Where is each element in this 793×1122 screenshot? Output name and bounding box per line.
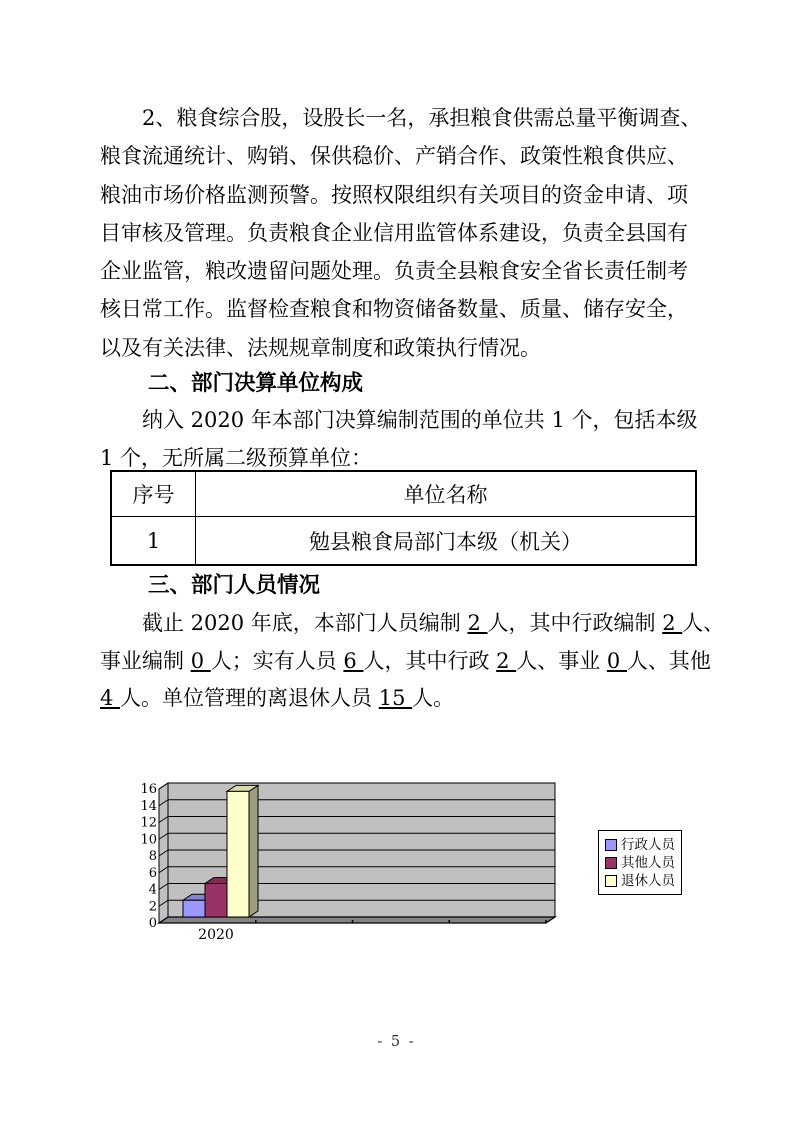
text-line: 核日常工作。监督检查粮食和物资储备数量、质量、储存安全， — [100, 297, 688, 322]
text-line: 以及有关法律、法规规章制度和政策执行情况。 — [100, 335, 541, 360]
header-unit-name: 单位名称 — [196, 471, 697, 517]
legend-label: 退休人员 — [621, 873, 675, 889]
paragraph-personnel — [100, 605, 725, 718]
page-number: - 5 - — [377, 1034, 416, 1050]
section-heading-personnel: 三、部门人员情况 — [148, 573, 321, 598]
legend-item-admin — [605, 836, 675, 854]
text-line: 纳入 2020 年本部门决算编制范围的单位共 1 个，包括本级 — [142, 408, 698, 432]
header-seq: 序号 — [111, 471, 196, 517]
svg-text:4: 4 — [148, 882, 157, 898]
svg-text:16: 16 — [140, 782, 157, 797]
chart-legend — [598, 830, 682, 895]
text-line: 2、粮食综合股，设股长一名，承担粮食供需总量平衡调查、 — [142, 106, 702, 130]
text-line: 企业监管，粮改遗留问题处理。负责全县粮食安全省长责任制考 — [100, 259, 688, 284]
svg-text:2: 2 — [148, 899, 157, 915]
svg-text:6: 6 — [148, 865, 157, 881]
legend-item-retired — [605, 872, 675, 890]
text-line: 1 个，无所属二级预算单位： — [100, 446, 373, 471]
legend-swatch-retired-icon — [605, 875, 617, 887]
legend-item-other — [605, 854, 675, 872]
unit-table — [110, 470, 697, 566]
legend-swatch-admin-icon — [605, 839, 617, 851]
table-header-row — [111, 471, 696, 517]
paragraph-duties — [100, 99, 716, 367]
text-line: 4 人。单位管理的离退休人员 15 人。 — [100, 686, 455, 710]
text-line: 截止 2020 年底，本部门人员编制 2 人，其中行政编制 2 人、 — [142, 611, 725, 635]
paragraph-units — [100, 401, 716, 478]
svg-text:2020: 2020 — [198, 927, 234, 943]
table-row — [111, 517, 696, 566]
text-line: 目审核及管理。负责粮食企业信用监管体系建设，负责全县国有 — [100, 220, 688, 245]
svg-text:14: 14 — [140, 798, 157, 814]
cell-seq: 1 — [111, 517, 196, 566]
text-line: 粮食流通统计、购销、保供稳价、产销合作、政策性粮食供应、 — [100, 144, 688, 169]
svg-text:0: 0 — [148, 916, 157, 931]
legend-swatch-other-icon — [605, 857, 617, 869]
personnel-bar-chart — [140, 772, 700, 957]
legend-label: 行政人员 — [621, 837, 675, 853]
section-heading-unit-composition: 二、部门决算单位构成 — [148, 371, 364, 396]
text-line: 粮油市场价格监测预警。按照权限组织有关项目的资金申请、项 — [100, 182, 688, 207]
svg-text:12: 12 — [140, 815, 157, 831]
svg-text:10: 10 — [140, 832, 157, 848]
cell-unit-name: 勉县粮食局部门本级（机关） — [196, 517, 697, 566]
svg-text:8: 8 — [148, 849, 157, 864]
text-line: 事业编制 0 人；实有人员 6 人，其中行政 2 人、事业 0 人、其他 — [100, 648, 711, 673]
legend-label: 其他人员 — [621, 855, 675, 871]
